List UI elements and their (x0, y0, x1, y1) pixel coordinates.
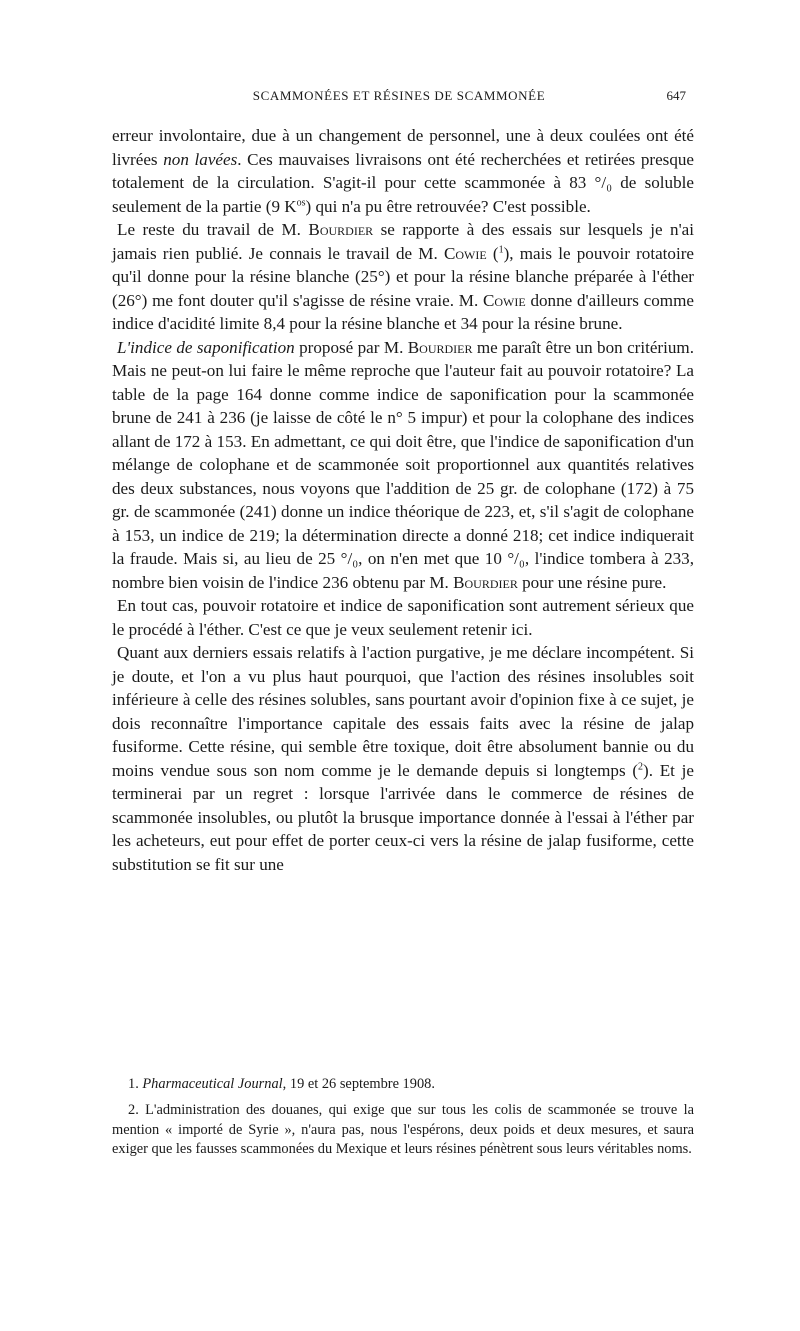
paragraph-2: Le reste du travail de M. Bourdier se rapporte à des essais sur lesquels je n'ai jamais rien publié. Je connais le travail de M. Cowie ($^1$), mais le pouvoir rotatoire qu'il donne pour la résine blanche (25°) et pour la résine blanche préparée à l'éther (26°) me font douter qu'il s'agisse de résine vraie. M. Cowie donne d'ailleurs comme indice d'acidité limite 8,4 pour la résine blanche et 34 pour la résine brune. (112, 220, 694, 333)
body-text (112, 124, 694, 876)
author-name: Cowie (482, 290, 526, 310)
running-title: SCAMMONÉES ET RÉSINES DE SCAMMONÉE (252, 88, 546, 103)
paragraph-5: Quant aux derniers essais relatifs à l'action purgative, je me déclare incompétent. Si je doute, et l'on a vu plus haut pourquoi, que l'action des résines insolubles soit inférieure à celle des résines solubles, sans pourtant avoir d'opinion fixe à ce sujet, je dois reconnaître l'importance capitale des essais faits avec la résine de jalap fusiforme. Cette résine, qui semble être toxique, doit être absolument bannie ou du moins vendue sous son nom comme je le demande depuis si longtemps ($^2$). Et je terminerai par un regret : lorsque l'arrivée dans le commerce de résines de scammonée insolubles, ou plutôt la brusque importance donnée à l'essai à l'éther par les acheteurs, eut pour effet de porter ceux-ci vers la résine de jalap fusiforme, cette substitution se fit sur une (112, 643, 694, 874)
footnotes (112, 1075, 694, 1160)
footnote-1: 1. Pharmaceutical Journal, 19 et 26 septembre 1908. (128, 1076, 435, 1092)
paragraph-1: erreur involontaire, due à un changement de personnel, une à deux coulées ont été livrées non lavées. Ces mauvaises livraisons ont été recherchées et retirées presque totalement de la circulation. S'agit-il pour cette scammonée à 83 °/₀ de soluble seulement de la partie (9 $K^{os}$) qui n'a pu être retrouvée? C'est possible. (112, 126, 695, 216)
paragraph-4: En tout cas, pouvoir rotatoire et indice de saponification sont autrement sérieux que le procédé à l'éther. C'est ce que je veux seulement retenir ici. (112, 596, 694, 639)
paragraph-3: L'indice de saponification proposé par M. Bourdier me paraît être un bon critérium. Mais ne peut-on lui faire le même reproche que l'auteur fait au pouvoir rotatoire? La table de la page 164 donne comme indice de saponification pour la scammonée brune de 241 à 236 (je laisse de côté le n° 5 impur) et pour la colophane des indices allant de 172 à 153. En admettant, ce qui doit être, que l'indice de saponification d'un mélange de colophane et de scammonée soit proportionnel aux quantités relatives des deux substances, nous voyons que l'addition de 25 gr. de colophane (172) à 75 gr. de scammonée (241) donne un indice théorique de 223, et, s'il s'agit de colophane à 153, un indice de 219; la détermination directe a donné 218; cet indice indiquerait la fraude. Mais si, au lieu de 25 °/₀, on n'en met que 10 °/₀, l'indice tombera à 233, nombre bien voisin de l'indice 236 obtenu par M. Bourdier pour une résine pure. (112, 337, 694, 592)
author-name: Bourdier (453, 572, 518, 592)
author-name: Bourdier (407, 337, 473, 357)
author-name: Cowie (443, 243, 487, 263)
running-header (112, 88, 686, 104)
footnote-2: 2. L'administration des douanes, qui exige que sur tous les colis de scammonée se trouve la mention « importé de Syrie », n'aura pas, nous l'espérons, deux poids et deux mesures, et saura exiger que les fausses scammonées du Mexique et leurs résines pénètrent sous leurs véritables noms. (112, 1101, 694, 1158)
author-name: Bourdier (308, 220, 374, 239)
page-number: 647 (666, 88, 686, 103)
footnote-ref: 2 (638, 760, 644, 772)
footnote-ref: 1 (498, 243, 504, 255)
